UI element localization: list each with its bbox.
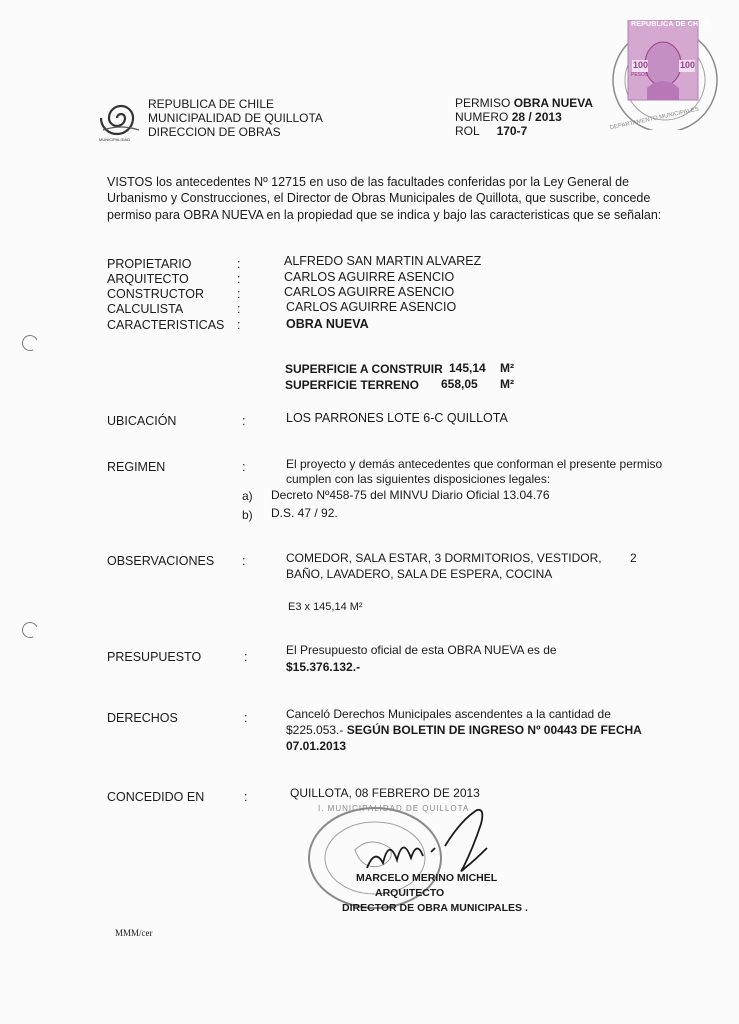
footer-initials: MMM/cer (115, 928, 153, 938)
presupuesto-amount: $15.376.132.- (286, 660, 361, 674)
signer-role: DIRECTOR DE OBRA MUNICIPALES . (342, 902, 528, 914)
party-label-constructor: CONSTRUCTOR (107, 287, 204, 301)
intro-line-2: Urbanismo y Construcciones, el Director de Obras Municipales de Quillota, que suscribe, concede (107, 191, 651, 205)
permit-number (455, 110, 562, 124)
permit-rol-value: 170-7 (496, 124, 528, 138)
binder-hole-top (20, 333, 41, 354)
permit-number-year: / 2013 (528, 110, 562, 124)
surface-terreno-value: 658,05 (441, 377, 478, 391)
permit-rol-label: ROL (455, 124, 480, 138)
stamp-value-left: 100 (633, 60, 649, 70)
party-sep: : (237, 287, 241, 301)
regimen-item-a-marker: a) (242, 489, 253, 503)
regimen-item-b-text: D.S. 47 / 92. (271, 506, 338, 520)
regimen-line-2: cumplen con las siguientes disposiciones legales: (286, 472, 551, 486)
permit-number-value: 28 (511, 110, 526, 124)
party-sep: : (237, 257, 241, 271)
concedido-sep: : (244, 790, 248, 804)
concedido-value: QUILLOTA, 08 FEBRERO DE 2013 (290, 786, 480, 800)
stamp-ring-text: DEPARTAMENTO MUNICIPALES (609, 106, 700, 132)
ubicacion-label: UBICACIÓN (107, 414, 177, 428)
observaciones-sep: : (242, 554, 246, 568)
derechos-boletin: SEGÚN BOLETIN DE INGRESO Nº 00443 DE FECHA (346, 723, 642, 737)
derechos-fecha: 07.01.2013 (286, 739, 347, 753)
surface-terreno-label: SUPERFICIE TERRENO (285, 378, 420, 392)
derechos-amount: $225.053.- (286, 723, 344, 737)
intro-line-3: permiso para OBRA NUEVA en la propiedad que se indica y bajo las caracteristicas que se señalan: (107, 208, 662, 222)
header-line-1: REPUBLICA DE CHILE (148, 97, 275, 111)
observaciones-label: OBSERVACIONES (107, 554, 215, 568)
regimen-sep: : (242, 460, 246, 474)
party-value-arquitecto: CARLOS AGUIRRE ASENCIO (284, 270, 455, 284)
party-label-propietario: PROPIETARIO (107, 257, 192, 271)
stamp-currency: PESOS (631, 72, 649, 78)
regimen-line-1: El proyecto y demás antecedentes que conforman el presente permiso (286, 457, 663, 471)
party-label-calculista: CALCULISTA (107, 302, 184, 316)
intro-line-1: VISTOS los antecedentes Nº 12715 en uso de las facultades conferidas por la Ley General de (107, 175, 630, 189)
permit-type-value: OBRA NUEVA (513, 96, 594, 110)
fee-stamp (595, 20, 735, 130)
observaciones-line-3: E3 x 145,14 M² (288, 601, 363, 613)
presupuesto-sep: : (244, 650, 248, 664)
seal-text: I. MUNICIPALIDAD DE QUILLOTA (318, 804, 470, 813)
ubicacion-value: LOS PARRONES LOTE 6-C QUILLOTA (286, 411, 508, 425)
header-line-3: DIRECCION DE OBRAS (148, 125, 281, 139)
presupuesto-line-1: El Presupuesto oficial de esta OBRA NUEVA es de (286, 643, 557, 657)
party-value-caracteristicas: OBRA NUEVA (286, 317, 369, 331)
regimen-item-b-marker: b) (242, 508, 253, 522)
party-sep: : (237, 272, 241, 286)
permit-type-label: PERMISO (455, 96, 511, 110)
handwritten-signature-icon (365, 808, 505, 878)
regimen-item-a-text: Decreto Nº458-75 del MINVU Diario Oficial 13.04.76 (271, 488, 550, 502)
observaciones-line-1-num: 2 (630, 551, 637, 565)
signer-title: ARQUITECTO (375, 887, 445, 899)
party-sep: : (237, 318, 241, 332)
municipal-logo (95, 92, 147, 144)
party-label-arquitecto: ARQUITECTO (107, 272, 189, 286)
party-value-propietario: ALFREDO SAN MARTIN ALVAREZ (284, 254, 482, 268)
header-line-2: MUNICIPALIDAD DE QUILLOTA (148, 111, 323, 125)
derechos-line-1: Canceló Derechos Municipales ascendentes a la cantidad de (286, 707, 611, 721)
stamp-country: REPUBLICA DE CHILE (631, 21, 710, 28)
ubicacion-sep: : (242, 414, 246, 428)
permit-type (455, 96, 593, 110)
derechos-label: DERECHOS (107, 711, 178, 725)
party-label-caracteristicas: CARACTERISTICAS (107, 318, 225, 332)
derechos-sep: : (244, 711, 248, 725)
party-value-calculista: CARLOS AGUIRRE ASENCIO (286, 300, 457, 314)
derechos-line-2 (286, 723, 642, 737)
surface-terreno-unit: M² (500, 377, 514, 391)
party-sep: : (237, 302, 241, 316)
party-value-constructor: CARLOS AGUIRRE ASENCIO (284, 285, 455, 299)
signer-name: MARCELO MERINO MICHEL (356, 872, 498, 884)
surface-construir-unit: M² (500, 361, 514, 375)
surface-construir-label: SUPERFICIE A CONSTRUIR (285, 362, 443, 376)
stamp-value-right: 100 (680, 60, 696, 70)
surface-construir-value: 145,14 (449, 361, 486, 375)
observaciones-line-2: BAÑO, LAVADERO, SALA DE ESPERA, COCINA (286, 567, 553, 581)
logo-caption: MUNICIPALIDAD (99, 137, 131, 142)
binder-hole-bottom (20, 620, 41, 641)
permit-rol (455, 124, 527, 138)
regimen-label: REGIMEN (107, 460, 166, 474)
presupuesto-label: PRESUPUESTO (107, 650, 202, 664)
concedido-label: CONCEDIDO EN (107, 790, 205, 804)
permit-number-label: NUMERO (455, 110, 509, 124)
observaciones-line-1: COMEDOR, SALA ESTAR, 3 DORMITORIOS, VESTIDOR, (286, 551, 602, 565)
